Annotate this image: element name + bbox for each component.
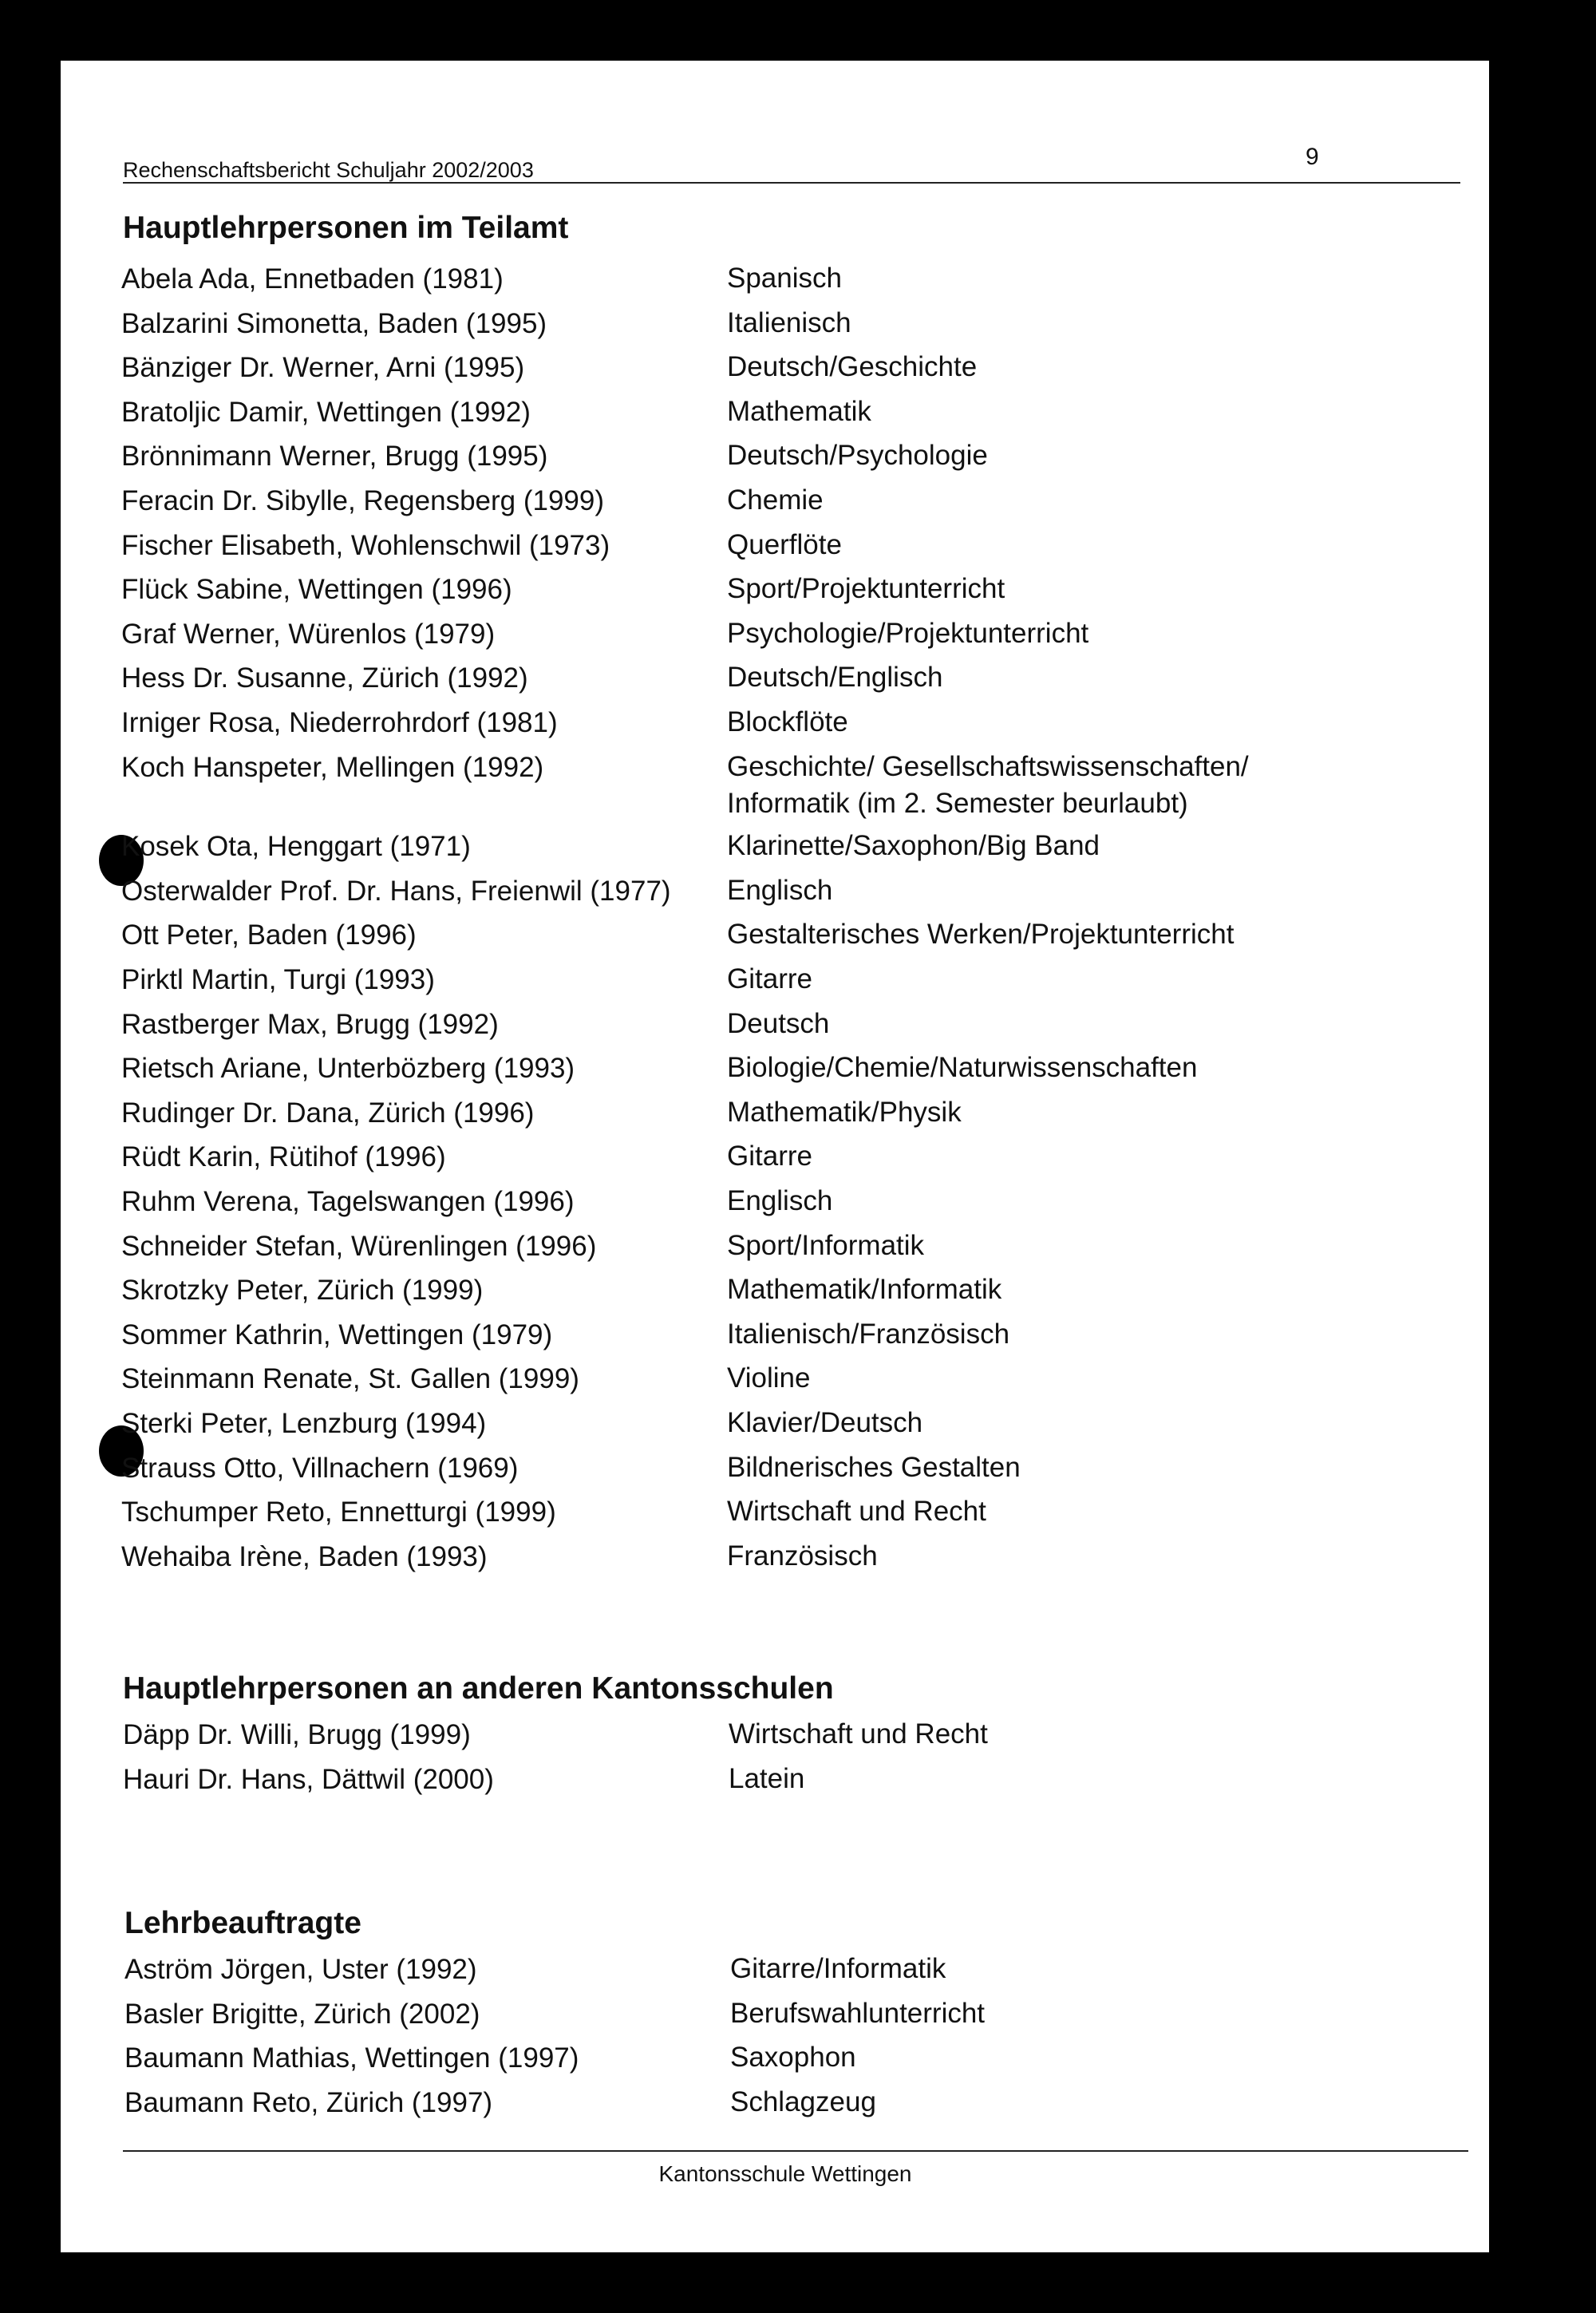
list-item [121, 1541, 1446, 1584]
list-item [121, 1497, 1446, 1540]
teacher-subject: Sport/Projektunterricht [727, 573, 1005, 605]
teacher-subject: Psychologie/Projektunterricht [727, 617, 1089, 649]
teacher-subject: Deutsch/Psychologie [727, 440, 988, 472]
footer-text: Kantonsschule Wettingen [658, 2161, 912, 2186]
teacher-name: Sterki Peter, Lenzburg (1994) [121, 1408, 487, 1439]
teacher-subject: Gitarre [727, 963, 812, 994]
list-item [121, 1097, 1446, 1141]
teacher-subject: Violine [727, 1362, 811, 1394]
list-item [121, 1186, 1446, 1229]
teacher-subject: Gitarre [727, 1141, 812, 1172]
teacher-subject: Mathematik/Informatik [727, 1274, 1002, 1306]
list-item [121, 574, 1446, 617]
teacher-name: Graf Werner, Würenlos (1979) [121, 618, 496, 650]
teacher-name: Rüdt Karin, Rütihof (1996) [121, 1141, 446, 1173]
list-item [121, 1009, 1446, 1052]
list-item [124, 1999, 1449, 2042]
teacher-subject: Wirtschaft und Recht [729, 1718, 988, 1750]
list-item [123, 1764, 1448, 1807]
teacher-name: Balzarini Simonetta, Baden (1995) [121, 307, 547, 339]
list-item [121, 1275, 1446, 1318]
list-item [121, 1141, 1446, 1184]
list-item [121, 397, 1446, 440]
list-item [121, 707, 1446, 750]
teacher-name: Pirktl Martin, Turgi (1993) [121, 964, 435, 995]
teacher-name: Tschumper Reto, Ennetturgi (1999) [121, 1497, 556, 1528]
teacher-name: Feracin Dr. Sibylle, Regensberg (1999) [121, 485, 605, 516]
teacher-subject: Französisch [727, 1540, 878, 1572]
page-number: 9 [1306, 144, 1319, 170]
teacher-name: Flück Sabine, Wettingen (1996) [121, 574, 512, 606]
teacher-subject: Gitarre/Informatik [730, 1953, 946, 1984]
teacher-name: Brönnimann Werner, Brugg (1995) [121, 441, 548, 472]
footer-rule [123, 2150, 1468, 2152]
list-item [121, 1053, 1446, 1096]
teacher-name: Rudinger Dr. Dana, Zürich (1996) [121, 1097, 535, 1129]
teacher-name: Irniger Rosa, Niederrohrdorf (1981) [121, 707, 558, 738]
teacher-name: Hauri Dr. Hans, Dättwil (2000) [123, 1763, 494, 1795]
list-item [124, 2087, 1449, 2130]
teacher-subject: Chemie [727, 484, 824, 516]
list-item [121, 1408, 1446, 1451]
list-item [121, 1231, 1446, 1274]
teacher-subject: Latein [729, 1762, 805, 1794]
list-item [121, 619, 1446, 662]
teacher-name: Ruhm Verena, Tagelswangen (1996) [121, 1186, 575, 1217]
teacher-subject: Deutsch/Geschichte [727, 351, 978, 383]
teacher-subject: Klavier/Deutsch [727, 1407, 923, 1438]
teacher-name: Däpp Dr. Willi, Brugg (1999) [123, 1719, 471, 1750]
section-heading-lehrbeauftragte: Lehrbeauftragte [124, 1906, 361, 1940]
list-item [121, 964, 1446, 1007]
teacher-subject: Schlagzeug [730, 2086, 876, 2117]
teacher-name: Hess Dr. Susanne, Zürich (1992) [121, 662, 528, 694]
section-heading-teilamt: Hauptlehrpersonen im Teilamt [123, 211, 569, 245]
list-item [121, 308, 1446, 351]
teacher-subject: Italienisch/Französisch [727, 1318, 1010, 1350]
teacher-name: Ott Peter, Baden (1996) [121, 919, 417, 951]
teacher-subject: Bildnerisches Gestalten [727, 1451, 1021, 1483]
teacher-name: Osterwalder Prof. Dr. Hans, Freienwil (1977) [121, 875, 671, 907]
list-item [121, 485, 1446, 528]
teacher-name: Rastberger Max, Brugg (1992) [121, 1008, 499, 1040]
list-item [124, 2042, 1449, 2086]
teacher-subject: Querflöte [727, 528, 842, 560]
teacher-name: Aström Jörgen, Uster (1992) [124, 1954, 477, 1985]
teacher-subject: Mathematik [727, 395, 871, 427]
teacher-name: Rietsch Ariane, Unterbözberg (1993) [121, 1053, 575, 1085]
teacher-name: Wehaiba Irène, Baden (1993) [121, 1540, 488, 1572]
header-title: Rechenschaftsbericht Schuljahr 2002/2003 [123, 158, 534, 182]
teacher-name: Fischer Elisabeth, Wohlenschwil (1973) [121, 529, 610, 561]
teacher-subject: Wirtschaft und Recht [727, 1496, 986, 1528]
list-item [121, 263, 1446, 306]
teacher-name: Abela Ada, Ennetbaden (1981) [121, 263, 504, 295]
list-item [121, 1319, 1446, 1362]
teacher-name: Kosek Ota, Henggart (1971) [121, 831, 471, 863]
list-item [121, 876, 1446, 919]
teacher-name: Baumann Mathias, Wettingen (1997) [124, 2042, 579, 2074]
list-item [121, 662, 1446, 706]
teacher-subject: Berufswahlunterricht [730, 1997, 986, 2029]
header-rule [123, 182, 1460, 184]
document-page [61, 61, 1489, 2252]
teacher-name: Skrotzky Peter, Zürich (1999) [121, 1275, 484, 1307]
teacher-subject: Geschichte/ Gesellschaftswissenschaften/ [727, 750, 1249, 782]
teacher-subject: Englisch [727, 1185, 833, 1216]
list-item [121, 352, 1446, 395]
teacher-subject: Mathematik/Physik [727, 1096, 962, 1128]
teacher-subject: Spanisch [727, 263, 842, 294]
teacher-subject: Biologie/Chemie/Naturwissenschaften [727, 1052, 1198, 1084]
teacher-subject: Deutsch/Englisch [727, 662, 943, 694]
list-item [121, 441, 1446, 484]
teacher-subject: Italienisch [727, 306, 851, 338]
list-item [121, 919, 1446, 963]
teacher-name: Steinmann Renate, St. Gallen (1999) [121, 1363, 579, 1395]
list-item [121, 1363, 1446, 1406]
teacher-subject: Deutsch [727, 1007, 830, 1039]
teacher-name: Sommer Kathrin, Wettingen (1979) [121, 1319, 553, 1350]
teacher-name: Basler Brigitte, Zürich (2002) [124, 1998, 480, 2030]
teacher-subject-continued: Informatik (im 2. Semester beurlaubt) [727, 787, 1188, 819]
section-heading-andere-kantonsschulen: Hauptlehrpersonen an anderen Kantonsschulen [123, 1671, 834, 1706]
teacher-name: Bänziger Dr. Werner, Arni (1995) [121, 352, 525, 384]
list-item [124, 1954, 1449, 1997]
teacher-name: Koch Hanspeter, Mellingen (1992) [121, 751, 544, 783]
teacher-subject: Saxophon [730, 2042, 856, 2074]
teacher-name: Schneider Stefan, Würenlingen (1996) [121, 1230, 597, 1262]
list-item [123, 1719, 1448, 1762]
list-item [121, 1453, 1446, 1496]
teacher-subject: Sport/Informatik [727, 1229, 925, 1261]
list-item [121, 750, 1446, 819]
teacher-subject: Blockflöte [727, 706, 848, 737]
teacher-subject: Klarinette/Saxophon/Big Band [727, 830, 1100, 862]
teacher-name: Strauss Otto, Villnachern (1969) [121, 1452, 519, 1484]
list-item [121, 530, 1446, 573]
list-item [121, 831, 1446, 874]
teacher-subject: Gestalterisches Werken/Projektunterricht [727, 919, 1235, 951]
teacher-name: Baumann Reto, Zürich (1997) [124, 2086, 493, 2118]
teacher-subject: Englisch [727, 874, 833, 906]
teacher-name: Bratoljic Damir, Wettingen (1992) [121, 396, 531, 428]
